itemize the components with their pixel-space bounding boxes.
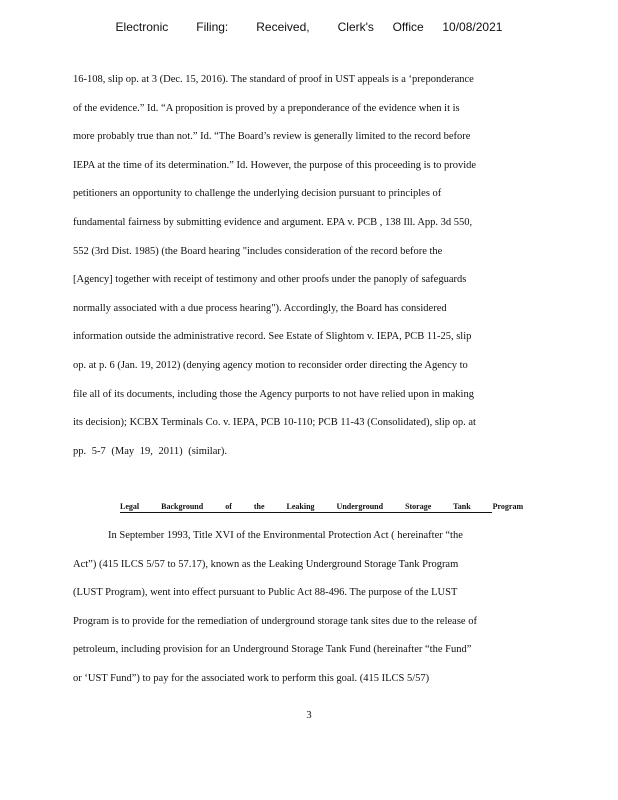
text-line: pp. 5-7 (May 19, 2011) (similar). [73, 445, 228, 457]
text-line: information outside the administrative record. See Estate of Slightom v. IEPA, PCB 11-25, slip [73, 331, 472, 343]
paragraph-standard-of-review [73, 70, 543, 470]
text-line: or ‘UST Fund”) to pay for the associated work to perform this goal. (415 ILCS 5/57) [73, 672, 430, 684]
paragraph-lust-background [73, 526, 543, 698]
text-line: petitioners an opportunity to challenge the underlying decision pursuant to principles of [73, 188, 442, 200]
text-line: petroleum, including provision for an Underground Storage Tank Fund (hereinafter “the Fund” [73, 644, 472, 656]
text-line: normally associated with a due process hearing"). Accordingly, the Board has considered [73, 302, 447, 314]
text-line: In September 1993, Title XVI of the Environmental Protection Act ( hereinafter “the [108, 530, 463, 541]
text-line: its decision); KCBX Terminals Co. v. IEPA, PCB 10-110; PCB 11-43 (Consolidated), slip op. at [73, 417, 476, 429]
text-line: of the evidence.” Id. “A proposition is proved by a preponderance of the evidence when it is [73, 102, 460, 114]
text-line: (LUST Program), went into effect pursuant to Public Act 88-496. The purpose of the LUST [73, 587, 458, 599]
text-line: 552 (3rd Dist. 1985) (the Board hearing "includes consideration of the record before the [73, 245, 443, 257]
text-line: 16-108, slip op. at 3 (Dec. 15, 2016). The standard of proof in UST appeals is a ‘preponderance [73, 74, 474, 85]
text-line: file all of its documents, including those the Agency purports to not have relied upon in making [73, 388, 474, 400]
text-line: Program is to provide for the remediation of underground storage tank sites due to the release of [73, 615, 477, 627]
page-number: 3 [306, 710, 312, 721]
text-line: more probably true than not.” Id. “The Board’s review is generally limited to the record before [73, 131, 471, 143]
text-line: Act”) (415 ILCS 5/57 to 57.17), known as the Leaking Underground Storage Tank Program [73, 558, 459, 570]
text-line: fundamental fairness by submitting evidence and argument. EPA v. PCB , 138 Ill. App. 3d 550, [73, 216, 473, 228]
section-heading: Legal Background of the Leaking Underground Storage Tank Program [120, 502, 524, 511]
text-line: [Agency] together with receipt of testimony and other proofs under the panoply of safeguards [73, 274, 467, 286]
text-line: op. at p. 6 (Jan. 19, 2012) (denying agency motion to reconsider order directing the Agency to [73, 359, 468, 371]
text-line: IEPA at the time of its determination.” Id. However, the purpose of this proceeding is to provide [73, 159, 477, 171]
electronic-filing-header: Electronic Filing: Received, Clerk's Office 10/08/2021 [115, 20, 503, 34]
